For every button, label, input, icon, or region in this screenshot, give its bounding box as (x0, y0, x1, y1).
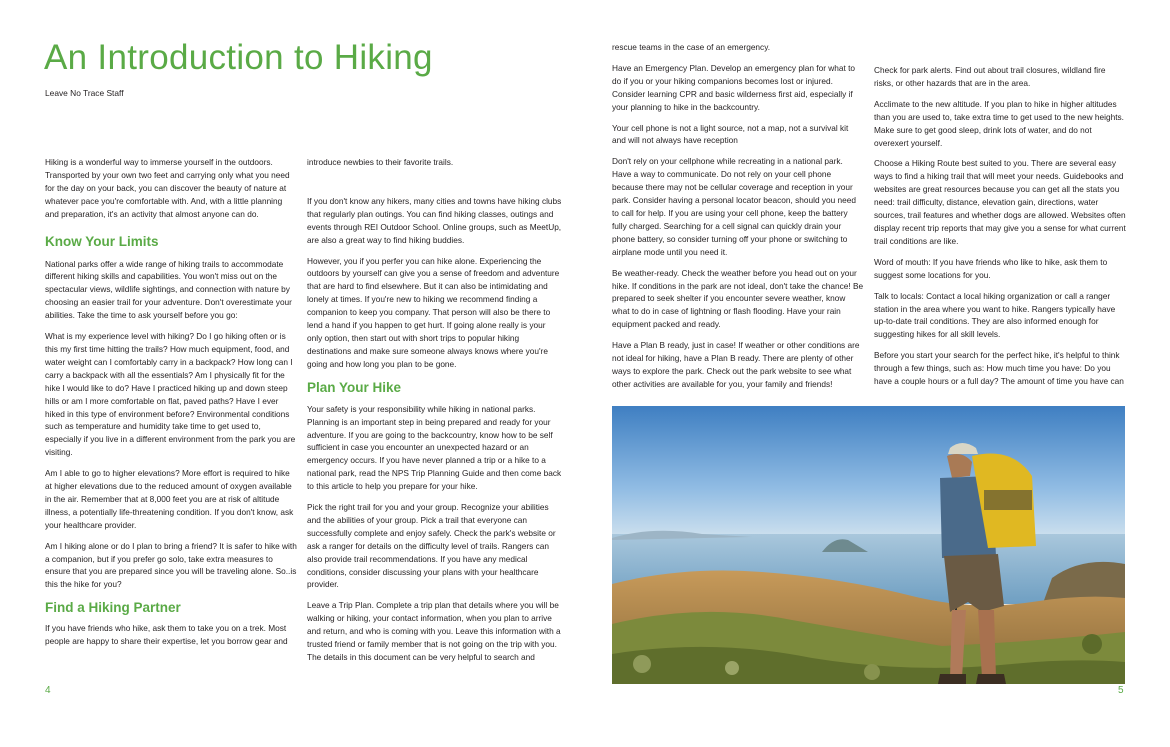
page-number-left: 4 (45, 685, 51, 696)
paragraph: Am I hiking alone or do I plan to bring a friend? It is safer to hike with a companion, but if you prefer go solo, take extra measures to ensure that you are prepared since you will be traveling alone. So..is this the hike for you? (45, 540, 297, 590)
page-number-right: 5 (1118, 685, 1124, 696)
paragraph: Word of mouth: If you have friends who like to hike, ask them to suggest some locations for you. (874, 256, 1108, 280)
column-3 (612, 41, 864, 391)
paragraph: Before you start your search for the perfect hike, it's helpful to think through a few things, such as: How much time you have: Do you have a couple hours or a full day? The amount of time you have can (874, 350, 1124, 387)
paragraph: Have a Plan B ready, just in case! If weather or other conditions are not ideal for hiking, have a Plan B ready. There are plenty of other ways to explore the park. Check out the park website to see what other activities are available for you, your family and friends! (612, 340, 860, 389)
page-title: An Introduction to Hiking (44, 38, 433, 77)
paragraph: What is my experience level with hiking? Do I go hiking often or is this my first time hitting the trails? How much equipment, food, and water weight can I comfortably carry in a backpack? How long can I carry a backpack with all the essentials? Am I physically fit for the hike I would like to do? Have I practiced hiking up and down steep hills or am I more comfortable on flat, paved paths? Have I ever hiked in this type of environment before? Environmental conditions such as temperature and humidity take time to get used to, especially if you live in a different environment from the park you are visiting. (45, 331, 296, 458)
paragraph: Leave a Trip Plan. Complete a trip plan that details where you will be walking or hiking, your contact information, when you plan to arrive and return, and who is coming with you. Leave this information with a trusted friend or family member that is not going on the trip with you. The details in this document can be very helpful to search and (307, 600, 561, 662)
paragraph: Pick the right trail for you and your group. Recognize your abilities and the abilities of your group. Pick a trail that everyone can successfully complete and enjoy safely. Check the park's website or ask a ranger for details on the difficulty level of trails. Rangers can also provide trail recommendations. If you have any medical conditions, consider discussing your plans with your healthcare provider. (307, 502, 556, 590)
paragraph: Check for park alerts. Find out about trail closures, wildland fire risks, or other hazards that are in the area. (874, 65, 1106, 88)
paragraph: Your safety is your responsibility while hiking in national parks. Planning is an important step in being prepared and ready for your adventure. If you are going to the backcountry, know how to be self sufficient in case you encounter an unexpected hazard or an emergency occurs. If you have never planned a trip or a hike to a national park, read the NPS Trip Planning Guide and then come back to this article to help you prepare for your hike. (307, 403, 562, 492)
paragraph: Be weather-ready. Check the weather before you head out on your hike. If conditions in the park are not ideal, don't take the chance! Be prepared to seek shelter if you encounter severe weather, know what to do in case of lightning or flash flooding. Have your rain equipment packed and ready. (612, 267, 864, 330)
byline: Leave No Trace Staff (45, 88, 124, 98)
paragraph: Don't rely on your cellphone while recreating in a national park. Have a way to communicate. Do not rely on your cell phone because there may not be cellular coverage and reception in your park. Consider having a personal locator beacon, should you need to call for help. If you are using your cell phone, keep the battery fully charged. Searching for a cell signal can quickly drain your phone battery, so consider turning off your phone or switching to airplane mode until you need it. (612, 156, 856, 257)
paragraph: National parks offer a wide range of hiking trails to accommodate different hiking skills and capabilities. You won't miss out on the spectacular views, wildlife sightings, and connection with nature by choosing an easier trail for your adventure. Don't overestimate your abilities. Take the time to ask yourself before you go: (45, 258, 292, 321)
column-2 (307, 156, 562, 664)
paragraph: Have an Emergency Plan. Develop an emergency plan for what to do if you or your hiking companions becomes lost or injured. Consider learning CPR and basic wilderness first aid, especially if your planning to hike in the backcountry. (612, 62, 856, 112)
paragraph: Choose a Hiking Route best suited to you. There are several easy ways to find a hiking trail that will meet your needs. Guidebooks and websites are great resources because you can get all the stats you need: trail difficulty, distance, elevation gain, directions, water sources, trail features and whether dogs are allowed. Websites often display recent trip reports that may give you a sense for what current trail conditions are like. (874, 158, 1126, 246)
paragraph: However, you if you perfer you can hike alone. Experiencing the outdoors by yourself can give you a sense of freedom and adventure that are hard to find elsewhere. But it can also be intimidating and lonely at times. If you're new to hiking we recommend finding a companion to keep you company. That person will also be there to lend a hand if you happen to get hurt. If going alone really is your only option, then start out with short trips to popular hiking destinations and make sure someone always knows where you're going and how long you plan to be gone. (307, 255, 560, 369)
heading-know-your-limits: Know Your Limits (45, 233, 159, 249)
column-1 (45, 156, 297, 648)
heading-find-a-hiking-partner: Find a Hiking Partner (45, 600, 181, 616)
intro-paragraph: Hiking is a wonderful way to immerse yourself in the outdoors. Transported by your own two feet and carrying only what you need for the day on your back, you can discover the beauty of nature at whatever pace you're comfortable with. And, with a little planning and preparation, it's an activity that almost anyone can do. (45, 157, 290, 219)
paragraph: Acclimate to the new altitude. If you plan to hike in higher altitudes than you are used to, take extra time to get used to the new heights. Make sure to get good sleep, drink lots of water, and do not overexert yourself. (874, 98, 1124, 148)
paragraph: If you have friends who hike, ask them to take you on a trek. Most people are happy to share their expertise, let you borrow gear and (45, 623, 288, 647)
paragraph: If you don't know any hikers, many cities and towns have hiking clubs that regularly plan outings. You can find hiking classes, outings and events through REI Outdoor School. Online groups, such as MeetUp, are also a great way to find hiking buddies. (307, 195, 562, 245)
paragraph: Am I able to go to higher elevations? More effort is required to hike at higher elevations due to the reduced amount of oxygen available in the air. Remember that at 8,000 feet you are at risk of altitude illness, a potentially life-threatening condition. If you don't know, ask your healthcare provider. (45, 468, 294, 530)
paragraph: rescue teams in the case of an emergency. (612, 42, 771, 52)
paragraph: introduce newbies to their favorite trails. (307, 157, 454, 167)
hiker-photo (612, 406, 1125, 684)
heading-plan-your-hike: Plan Your Hike (307, 379, 402, 395)
column-4 (874, 64, 1126, 388)
hiker-photo-illustration (612, 406, 1125, 684)
paragraph: Talk to locals: Contact a local hiking organization or call a ranger station in the area where you want to hike. Rangers typically have up-to-date trail conditions. They are also informed enough for suggesting hikes for all skill levels. (874, 290, 1116, 340)
paragraph: Your cell phone is not a light source, not a map, not a survival kit and will not always have reception (612, 122, 849, 146)
